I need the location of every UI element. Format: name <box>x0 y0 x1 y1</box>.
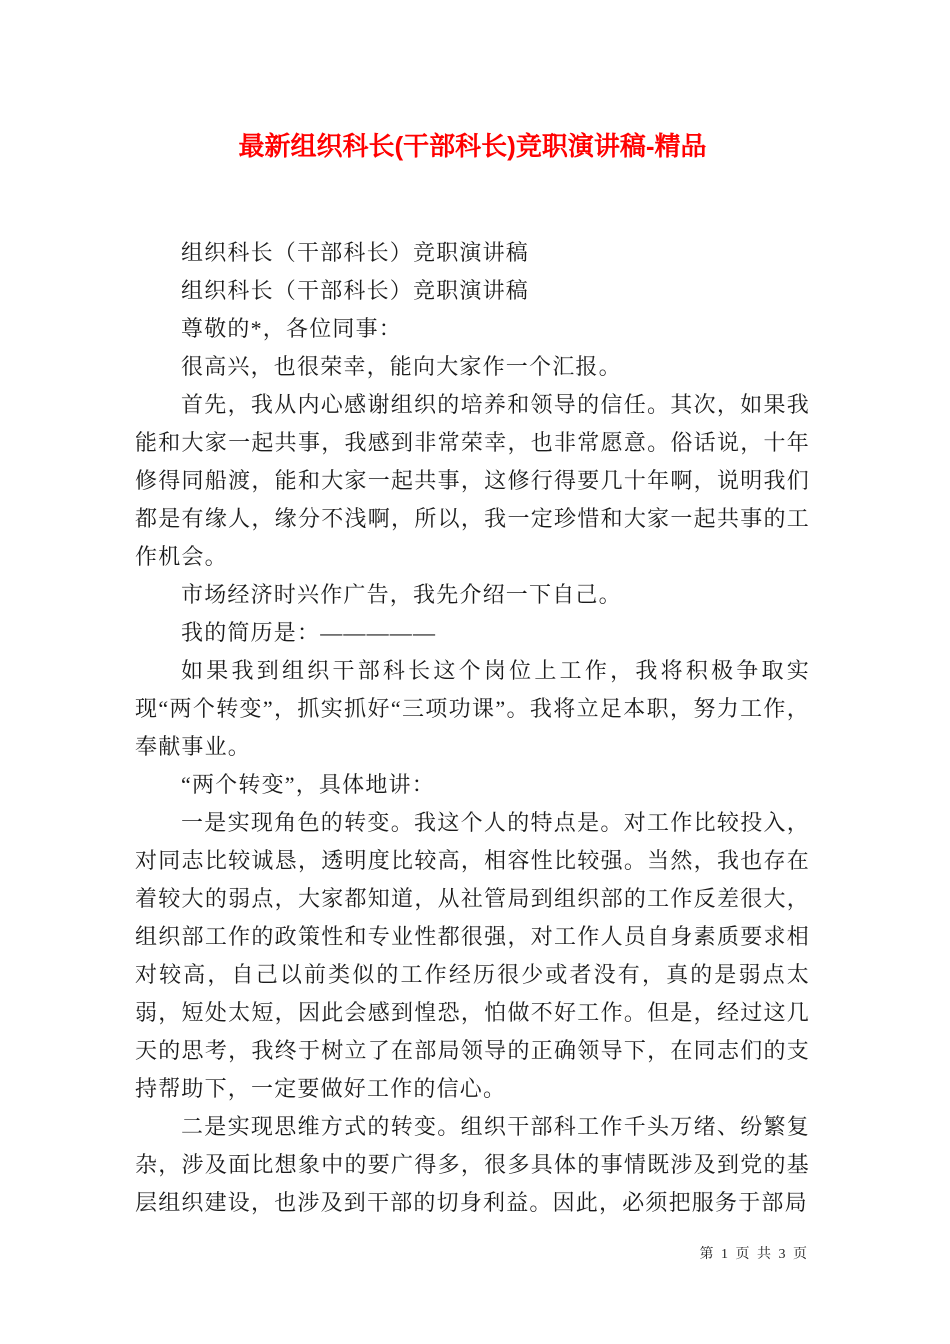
page-number-footer: 第 1 页 共 3 页 <box>699 1247 809 1262</box>
document-title: 最新组织科长(干部科长)竞职演讲稿-精品 <box>238 131 707 161</box>
paragraph: 组织科长（干部科长）竞职演讲稿 <box>181 240 530 265</box>
paragraph: 首先，我从内心感谢组织的培养和领导的信任。其次，如果我能和大家一起共事，我感到非常荣幸，也非常愿意。俗话说，十年修得同船渡，能和大家一起共事，这修行得要几十年啊，说明我们都是有缘人，缘分不浅啊，所以，我一定珍惜和大家一起共事的工作机会。 <box>135 392 810 569</box>
paragraph: 我的简历是：————— <box>181 620 437 645</box>
paragraph: 尊敬的*，各位同事： <box>181 316 403 341</box>
paragraph: 如果我到组织干部科长这个岗位上工作，我将积极争取实现“两个转变”，抓实抓好“三项功课”。我将立足本职，努力工作，奉献事业。 <box>135 658 810 759</box>
document-body <box>135 234 810 1222</box>
paragraph: “两个转变”，具体地讲： <box>181 772 435 797</box>
paragraph: 很高兴，也很荣幸，能向大家作一个汇报。 <box>181 354 622 379</box>
paragraph: 市场经济时兴作广告，我先介绍一下自己。 <box>181 582 622 607</box>
paragraph: 二是实现思维方式的转变。组织干部科工作千头万绪、纷繁复杂，涉及面比想象中的要广得多，很多具体的事情既涉及到党的基层组织建设，也涉及到干部的切身利益。因此，必须把服务于部局 <box>135 1114 810 1215</box>
document-page <box>135 0 810 1222</box>
paragraph: 组织科长（干部科长）竞职演讲稿 <box>181 278 530 303</box>
paragraph: 一是实现角色的转变。我这个人的特点是。对工作比较投入，对同志比较诚恳，透明度比较高，相容性比较强。当然，我也存在着较大的弱点，大家都知道，从社管局到组织部的工作反差很大，组织部工作的政策性和专业性都很强，对工作人员自身素质要求相对较高，自己以前类似的工作经历很少或者没有，真的是弱点太弱，短处太短，因此会感到惶恐，怕做不好工作。但是，经过这几天的思考，我终于树立了在部局领导的正确领导下，在同志们的支持帮助下，一定要做好工作的信心。 <box>135 810 810 1101</box>
